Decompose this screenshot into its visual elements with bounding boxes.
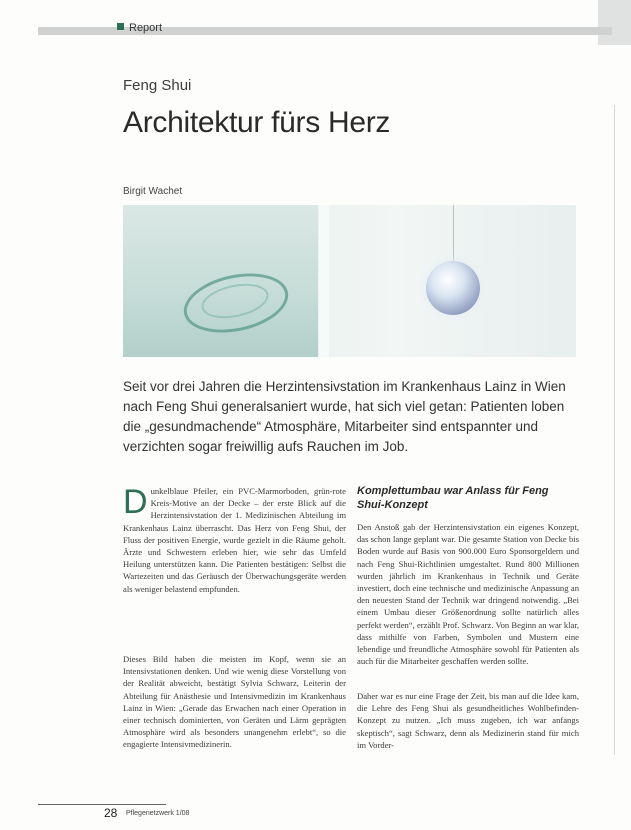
section-title: Feng Shui — [123, 77, 192, 94]
hero-image — [123, 205, 576, 357]
corner-tab — [598, 0, 631, 45]
pillar — [319, 205, 329, 357]
left-column-paragraph-2: Dieses Bild haben die meisten im Kopf, wenn sie an Intensivstationen denken. Und wie wenig diese Vorstellung von der Realität abweicht, bestätigt Sylvia Schwarz, Leiterin der Abteilung für Anästhesie und Intensivmedizin im Krankenhaus Lainz in Wien: „Gerade das Erwachen nach einer Operation in einer technisch dominierten, von Geräten und Lärm geprägten Atmosphäre wird als besonders unangenehm erlebt“, so die engagierte Intensivmedizinerin. — [123, 654, 346, 750]
header-label: Report — [129, 22, 163, 34]
page-number: 28 — [104, 806, 118, 820]
footer-rule — [38, 804, 166, 805]
author-line: Birgit Wachet — [123, 186, 183, 197]
subheading: Komplettumbau war Anlass für Feng Shui-Konzept — [357, 485, 549, 511]
crystal-string — [453, 205, 454, 263]
drop-cap: D — [123, 483, 148, 521]
header-rule — [38, 27, 612, 35]
article-title: Architektur fürs Herz — [123, 106, 391, 139]
page-edge-line — [614, 105, 615, 755]
right-column-paragraph-1: Den Anstoß gab der Herzintensivstation ein eigenes Konzept, das schon lange geplant war. Die gesamte Station von Decke bis Boden wurde auf Basis von 900.000 Euro Sponsorgeldern und nach Feng Shui-Richtlinien umgestaltet. Rund 800 Millionen wurden jährlich im Krankenhaus in Technik und Geräte investiert, doch eine technische und medizinische Anpassung an den neuesten Stand der Technik war dringend notwendig. „Bei einem Umbau dieser Größenordnung sollte natürlich alles perfekt werden“, erzählt Prof. Schwarz. Von Beginn an war klar, dass mithilfe von Farben, Symbolen und Mustern eine lebendige und freundliche Atmosphäre sowohl für Patienten als auch für die Mitarbeiter geschaffen werden sollte. — [357, 522, 579, 667]
lead-paragraph: Seit vor drei Jahren die Herzintensivstation im Krankenhaus Lainz in Wien nach Feng Shui generalsaniert wurde, hat sich viel getan: Patienten loben die „gesundmachende“ Atmosphäre, Mitarbeiter sind entspannter und verzichten sogar freiwillig aufs Rauchen im Job. — [123, 379, 566, 454]
journal-name: Pflegenetzwerk 1/08 — [126, 810, 190, 817]
crystal-ball-icon — [426, 261, 480, 315]
header-square-icon — [117, 23, 124, 30]
left-column-paragraph-1 — [123, 485, 346, 595]
right-column-paragraph-2: Daher war es nur eine Frage der Zeit, bis man auf die Idee kam, die Lehre des Feng Shui als gesundheitliches Wohlbefinden-Konzept zu nutzen. „Ich muss zugeben, ich war anfangs skeptisch“, sagt Schwarz, denn als Medizinerin stand für mich im Vorder- — [357, 691, 579, 750]
left-column-text-1: unkelblaue Pfeiler, ein PVC-Marmorboden, grün-rote Kreis-Motive an der Decke – der erste Blick auf die Herzintensivstation der 1. Medizinischen Abteilung im Krankenhaus Lainz überrascht. Das Herz von Feng Shui, der Fluss der positiven Energie, wurde gezielt in die Räume geholt. Ärzte und Schwestern erleben hier, wie sehr das Umfeld Heilung unterstützen kann. Die Patienten bestätigen: Selbst die Wartezeiten und das Geräusch der Überwachungsgeräte werden als weniger belastend empfunden. — [123, 486, 346, 594]
